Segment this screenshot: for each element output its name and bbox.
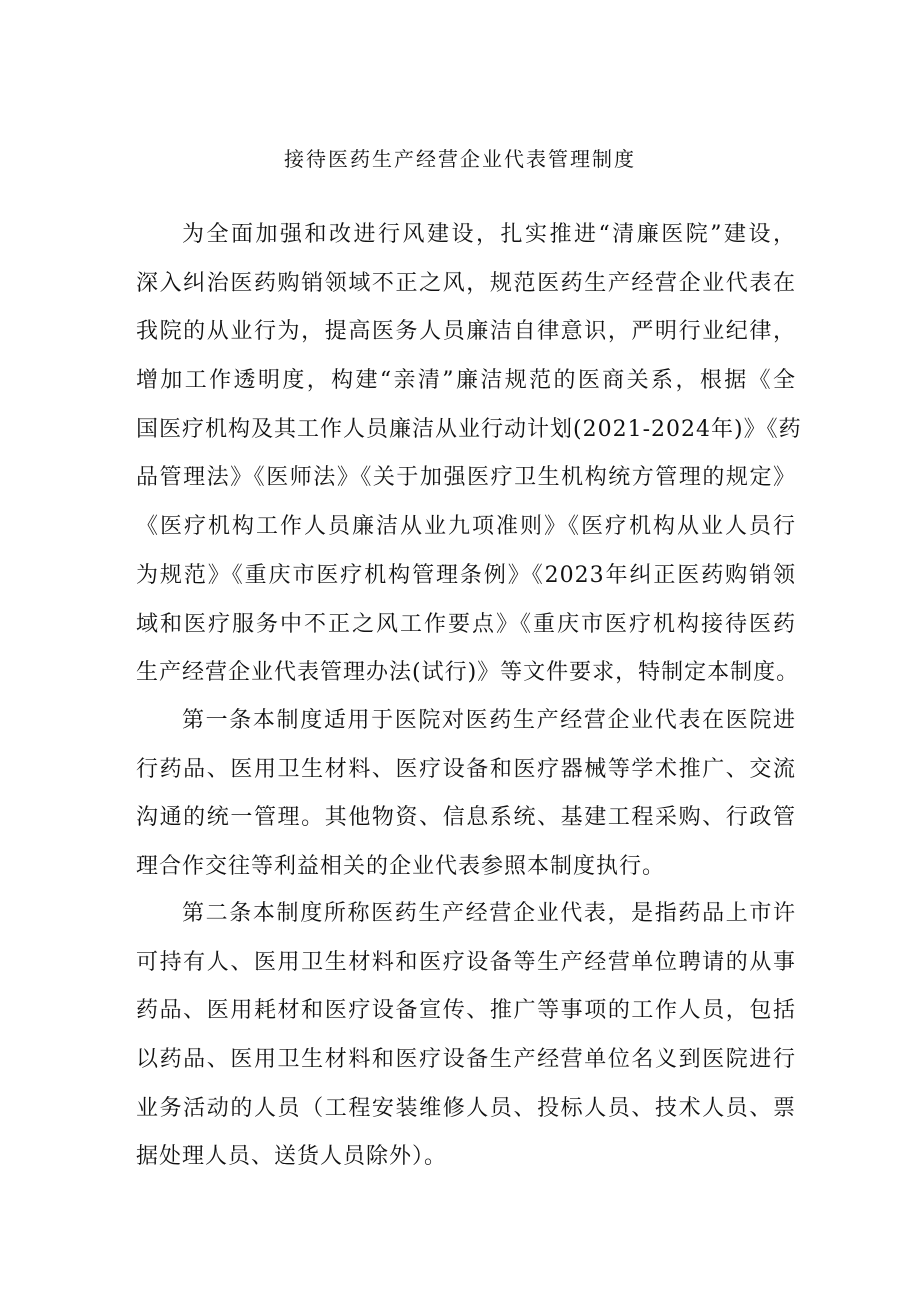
paragraph-line: 增加工作透明度，构建“亲清”廉洁规范的医商关系，根据《全 — [136, 368, 796, 394]
paragraph-line: 药品、医用耗材和医疗设备宣传、推广等事项的工作人员，包括 — [136, 998, 796, 1024]
paragraph-line: 第一条本制度适用于医院对医药生产经营企业代表在医院进 — [182, 708, 796, 733]
paragraph-line: 可持有人、医用卫生材料和医疗设备等生产经营单位聘请的从事 — [136, 949, 796, 975]
article-1-paragraph — [136, 697, 796, 892]
paragraph-line: 以药品、医用卫生材料和医疗设备生产经营单位名义到医院进行 — [136, 1047, 796, 1073]
paragraph-line: 为规范》《重庆市医疗机构管理条例》《2023年纠正医药购销领 — [136, 562, 796, 588]
paragraph-line: 生产经营企业代表管理办法(试行)》等文件要求，特制定本制度。 — [136, 660, 800, 686]
article-2-paragraph — [136, 890, 796, 1182]
paragraph-line: 品管理法》《医师法》《关于加强医疗卫生机构统方管理的规定》 — [136, 465, 796, 491]
paragraph-line: 域和医疗服务中不正之风工作要点》《重庆市医疗机构接待医药 — [136, 611, 796, 637]
paragraph-line: 国医疗机构及其工作人员廉洁从业行动计划(2021-2024年)》《药 — [136, 416, 802, 442]
paragraph-line: 行药品、医用卫生材料、医疗设备和医疗器械等学术推广、交流 — [136, 756, 796, 782]
paragraph-line: 《医疗机构工作人员廉洁从业九项准则》《医疗机构从业人员行 — [136, 514, 796, 540]
paragraph-line: 业务活动的人员（工程安装维修人员、投标人员、技术人员、票 — [136, 1095, 796, 1121]
paragraph-line: 第二条本制度所称医药生产经营企业代表，是指药品上市许 — [182, 901, 796, 926]
document-title: 接待医药生产经营企业代表管理制度 — [284, 147, 636, 171]
paragraph-line: 沟通的统一管理。其他物资、信息系统、基建工程采购、行政管 — [136, 805, 796, 831]
paragraph-line: 深入纠治医药购销领域不正之风，规范医药生产经营企业代表在 — [136, 270, 796, 296]
preamble-paragraph — [136, 211, 802, 698]
paragraph-line: 为全面加强和改进行风建设，扎实推进“清廉医院”建设， — [182, 222, 796, 247]
paragraph-line: 我院的从业行为，提高医务人员廉洁自律意识，严明行业纪律， — [136, 319, 796, 345]
paragraph-line: 理合作交往等利益相关的企业代表参照本制度执行。 — [136, 854, 666, 880]
paragraph-line: 据处理人员、送货人员除外）。 — [136, 1144, 448, 1170]
